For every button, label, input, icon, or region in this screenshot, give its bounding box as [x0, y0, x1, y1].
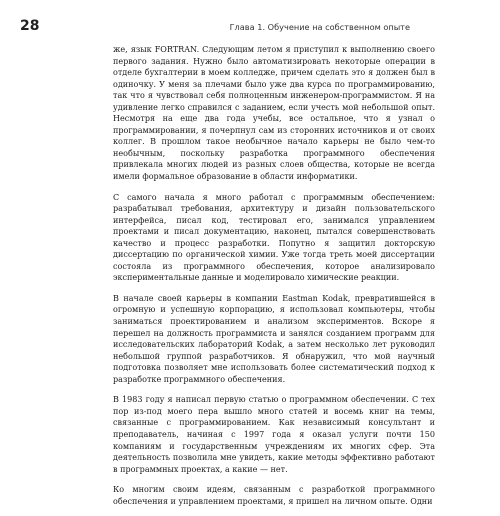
paragraph: Ко многим своим идеям, связанным с разработкой программного обеспечения и управлением проектами, я пришел на личном опыте. Одни: [113, 485, 435, 506]
chapter-title: Глава 1. Обучение на собственном опыте: [229, 22, 410, 32]
paragraph: В 1983 году я написал первую статью о программном обеспечении. С тех пор из-под моего пера вышло много статей и восемь книг на темы, связанные с программированием. Как независимый консультант и преподаватель, начиная с 1997 года я оказал услуги почти 150 компаниям и государственным учреждениям их многих сфер. Эта деятельность позволила мне увидеть, какие методы эффективно работают в программных проектах, а какие — нет.: [113, 395, 435, 474]
page-number: 28: [20, 18, 40, 34]
paragraph: С самого начала я много работал с программным обеспечением: разрабатывал требования, архитектуру и дизайн пользовательского интерфейса, писал код, тестировал его, занимался управлением проектами и писал документацию, наконец, пытался совершенствовать качество и процесс разработки. Попутно я защитил докторскую диссертацию по органической химии. Уже тогда треть моей диссертации состояла из программного обеспечения, которое анализировало экспериментальные данные и моделировало химические реакции.: [113, 192, 435, 283]
running-header: [20, 18, 480, 34]
paragraph: В начале своей карьеры в компании Eastman Kodak, превратившейся в огромную и успешную корпорацию, я использовал компьютеры, чтобы заниматься проектированием и анализом экспериментов. Вскоре я перешел на должность программиста и занялся созданием программ для исследовательских лабораторий Kodak, а затем несколько лет руководил небольшой группой разработчиков. Я обнаружил, что мой научный подготовка позволяет мне использовать более систематический подход к разработке программного обеспечения.: [113, 293, 435, 384]
paragraph: же, язык FORTRAN. Следующим летом я приступил к выполнению своего первого задания. Нужно было автоматизировать некоторые операции в отделе бухгалтерии в моем колледже, причем сделать это я должен был в одиночку. У меня за плечами было уже два курса по программированию, так что я чувствовал себя полноценным инженером-программистом. Я на удивление легко справился с заданием, если учесть мой небольшой опыт. Несмотря на еще два года учебы, все остальное, что я узнал о программировании, я почерпнул сам из сторонних источников и от своих коллег. В прошлом такое необычное начало карьеры не было чем-то необычным, поскольку разработка программного обеспечения привлекала многих людей из разных слоев общества, которые не всегда имели формальное образование в области информатики.: [113, 45, 435, 182]
body-text: [113, 44, 435, 516]
